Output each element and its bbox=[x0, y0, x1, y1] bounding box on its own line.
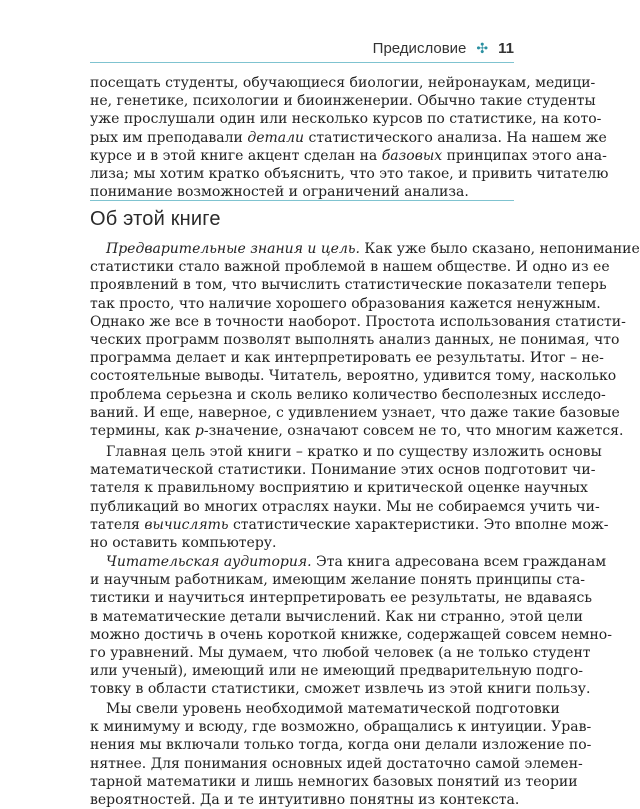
text-line: тателя к правильному восприятию и критической оценке научных bbox=[90, 480, 588, 497]
text-line: Главная цель этой книги – кратко и по существу изложить основы bbox=[106, 444, 602, 460]
text-line: Предварительные знания и цель. Как уже было сказано, непонимание bbox=[106, 241, 640, 257]
text-line: можно достичь в очень короткой книжке, содержащей совсем немно- bbox=[90, 626, 612, 643]
running-header-section: Предисловие bbox=[372, 39, 467, 57]
text-line: публикаций во многих отраслях науки. Мы не собираемся учить чи- bbox=[90, 498, 600, 515]
text-line: к минимуму и всюду, где возможно, обращались к интуиции. Урав- bbox=[90, 719, 592, 736]
text-line: го уравнений. Мы думаем, что любой человек (а не только студент bbox=[90, 645, 591, 662]
paragraph-audience bbox=[90, 553, 612, 699]
text-line: математической статистики. Понимание этих основ подготовит чи- bbox=[90, 462, 596, 479]
text-line: или ученый), имеющий или не имеющий предварительную подго- bbox=[90, 663, 584, 680]
section-title: Об этой книге bbox=[90, 208, 221, 230]
text-line: Мы свели уровень необходимой математической подготовки bbox=[106, 701, 560, 717]
text-line: и научным работникам, имеющим желание понять принципы ста- bbox=[90, 572, 586, 589]
text-line: состоятельные выводы. Читатель, вероятно, удивится тому, насколько bbox=[90, 368, 617, 385]
ornament-icon: ✣ bbox=[476, 39, 489, 56]
text-line: проявлений в том, что вычислить статистические показатели теперь bbox=[90, 277, 607, 294]
text-line: нятнее. Для понимания основных идей достаточно самой элемен- bbox=[90, 755, 583, 772]
text-line: так просто, что наличие хорошего образования кажется ненужным. bbox=[90, 295, 601, 312]
text-line: тателя вычислять статистические характеристики. Это вполне мож- bbox=[90, 516, 609, 533]
text-line: в математические детали вычислений. Как ни странно, этой цели bbox=[90, 608, 583, 625]
text-line: лиза; мы хотим кратко объяснить, что это такое, и привить читателю bbox=[90, 166, 609, 183]
section-rule bbox=[90, 200, 514, 201]
text-line: ческих программ позволят выполнять анализ данных, не понимая, что bbox=[90, 332, 620, 349]
text-line: ваний. И еще, наверное, с удивлением узнает, что даже такие базовые bbox=[90, 404, 620, 421]
text-line: Читательская аудитория. Эта книга адресована всем гражданам bbox=[106, 554, 607, 570]
text-line: не, генетике, психологии и биоинженерии. Обычно такие студенты bbox=[90, 93, 596, 110]
running-header bbox=[90, 37, 514, 59]
text-line: вероятностей. Да и те интуитивно понятны из контекста. bbox=[90, 792, 520, 809]
paragraph-prerequisites bbox=[90, 240, 640, 440]
text-line: курсе и в этой книге акцент сделан на базовых принципах этого ана- bbox=[90, 147, 607, 164]
text-line: тистики и научиться интерпретировать ее результаты, не вдаваясь bbox=[90, 590, 593, 607]
text-line: термины, как p-значение, означают совсем не то, что многим кажется. bbox=[90, 423, 624, 440]
text-line: проблема серьезна и сколь велико количество бесполезных исследо- bbox=[90, 386, 606, 403]
text-line: тарной математики и лишь немногих базовых понятий из теории bbox=[90, 773, 578, 790]
text-line: нения мы включали только тогда, когда они делали изложение по- bbox=[90, 737, 592, 754]
text-line: уже прослушали один или несколько курсов по статистике, на кото- bbox=[90, 111, 602, 128]
text-line: программа делает и как интерпретировать ее результаты. Итог – не- bbox=[90, 350, 604, 367]
text-line: понимание возможностей и ограничений анализа. bbox=[90, 184, 469, 201]
paragraph-main-goal bbox=[90, 443, 609, 552]
text-line: рых им преподавали детали статистического анализа. На нашем же bbox=[90, 129, 607, 146]
text-line: но оставить компьютеру. bbox=[90, 535, 277, 552]
intro-paragraph bbox=[90, 74, 609, 201]
text-line: статистики стало важной проблемой в нашем обществе. И одно из ее bbox=[90, 259, 610, 276]
page-number: 11 bbox=[498, 39, 514, 57]
text-line: посещать студенты, обучающиеся биологии, нейронаукам, медици- bbox=[90, 75, 596, 91]
paragraph-math-level bbox=[90, 700, 592, 809]
text-line: товку в области статистики, сможет извлечь из этой книги пользу. bbox=[90, 681, 591, 698]
header-rule bbox=[90, 62, 514, 63]
text-line: Однако же все в точности наоборот. Простота использования статисти- bbox=[90, 313, 626, 330]
